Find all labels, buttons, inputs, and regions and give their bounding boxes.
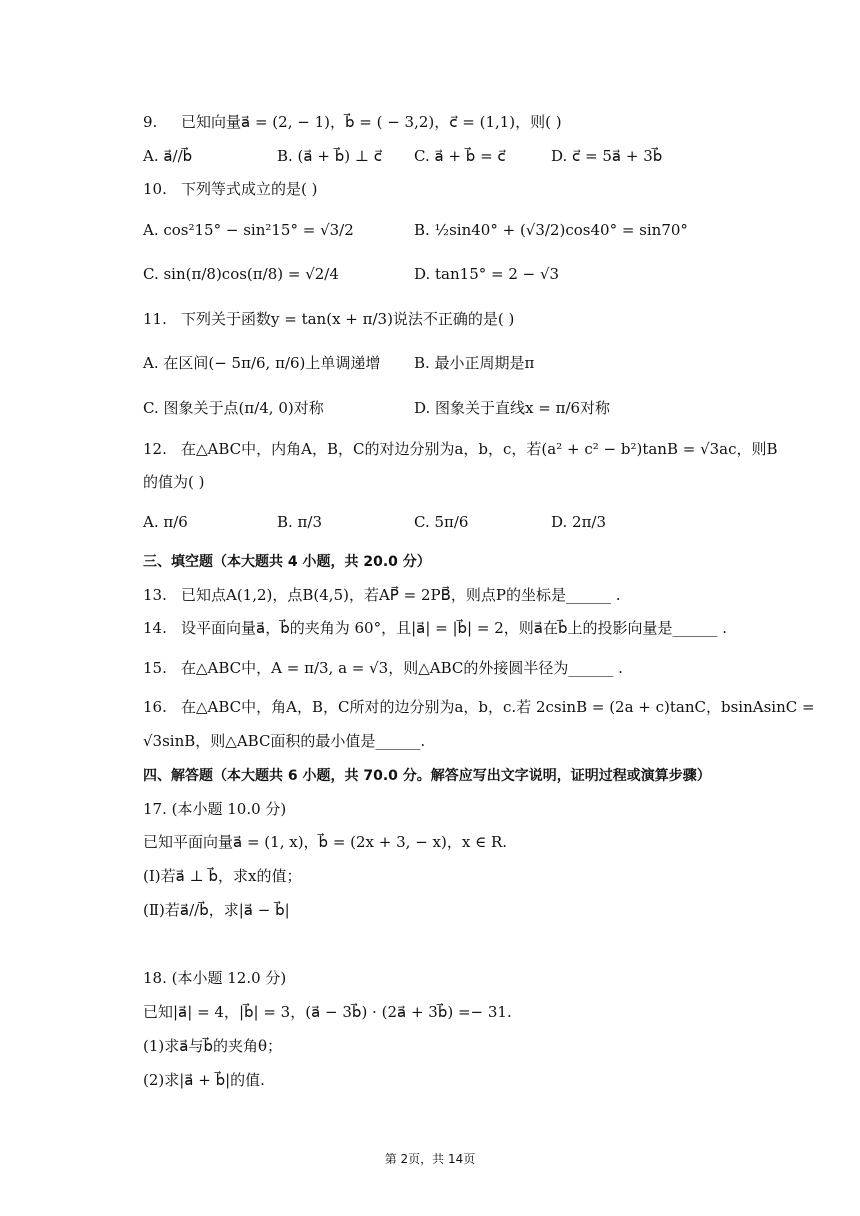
question-number: 14. [143,619,167,637]
option-a: A. cos²15° − sin²15° = √3/2 [143,221,354,239]
option-c: C. 5π/6 [414,513,469,531]
question-number: 9. [143,113,158,131]
question-16-cont: √3sinB，则△ABC面积的最小值是______. [143,732,426,750]
page-footer: 第 2页，共 14页 [384,1152,476,1166]
option-b: B. ½sin40° + (√3/2)cos40° = sin70° [414,221,688,239]
question-text: 下列等式成立的是( ) [181,180,318,198]
question-number: 10. [143,180,167,198]
question-9 [143,112,562,132]
option-d: D. 图象关于直线x = π/6对称 [414,399,611,417]
option-a: A. π/6 [143,513,188,531]
question-13 [143,585,621,605]
question-text: 在△ABC中，A = π/3, a = √3，则△ABC的外接圆半径为______ . [181,659,623,677]
question-text: 在△ABC中，内角A，B，C的对边分别为a，b，c，若(a² + c² − b²)tanB = √3ac，则B [181,440,778,458]
question-16 [143,697,815,717]
option-a: A. 在区间(− 5π/6, π/6)上单调递增 [143,354,381,372]
option-b: B. π/3 [277,513,323,531]
question-18-line2: (1)求a⃗与b⃗的夹角θ； [143,1037,282,1055]
question-number: 13. [143,586,167,604]
question-11 [143,309,514,329]
question-text: 在△ABC中，角A，B，C所对的边分别为a，b，c.若 2csinB = (2a + c)tanC，bsinAsinC = [181,698,815,716]
option-b: B. (a⃗ + b⃗) ⊥ c⃗ [277,147,382,165]
option-b: B. 最小正周期是π [414,354,535,372]
option-d: D. tan15° = 2 − √3 [414,265,560,283]
section-heading-answer: 四、解答题（本大题共 6 小题，共 70.0 分。解答应写出文字说明，证明过程或演算步骤） [143,768,711,784]
question-number: 12. [143,440,167,458]
question-14 [143,618,727,638]
question-18-line1: 已知|a⃗| = 4，|b⃗| = 3，(a⃗ − 3b⃗) · (2a⃗ + 3b⃗) =− 31. [143,1003,512,1021]
question-12 [143,439,778,459]
question-10 [143,179,317,199]
question-17-line3: (Ⅱ)若a⃗//b⃗，求|a⃗ − b⃗| [143,901,290,919]
option-d: D. 2π/3 [551,513,607,531]
question-18-line3: (2)求|a⃗ + b⃗|的值. [143,1071,265,1089]
option-a: A. a⃗//b⃗ [143,147,193,165]
question-text: 已知向量a⃗ = (2, − 1)，b⃗ = ( − 3,2)，c⃗ = (1,1)，则( ) [181,113,562,131]
section-heading-fill: 三、填空题（本大题共 4 小题，共 20.0 分） [143,554,431,570]
option-c: C. sin(π/8)cos(π/8) = √2/4 [143,265,339,283]
question-number: 16. [143,698,167,716]
question-text: 下列关于函数y = tan(x + π/3)说法不正确的是( ) [181,310,515,328]
question-17-line2: (Ⅰ)若a⃗ ⊥ b⃗，求x的值； [143,867,302,885]
question-18-head: 18. (本小题 12.0 分) [143,969,287,987]
option-c: C. a⃗ + b⃗ = c⃗ [414,147,506,165]
question-15 [143,658,623,678]
question-number: 15. [143,659,167,677]
question-17-line1: 已知平面向量a⃗ = (1, x)，b⃗ = (2x + 3, − x)，x ∈ R. [143,833,508,851]
question-number: 11. [143,310,167,328]
option-c: C. 图象关于点(π/4, 0)对称 [143,399,324,417]
question-17-head: 17. (本小题 10.0 分) [143,800,287,818]
question-text: 设平面向量a⃗，b⃗的夹角为 60°，且|a⃗| = |b⃗| = 2，则a⃗在b⃗上的投影向量是______ . [181,619,728,637]
question-12-cont: 的值为( ) [143,473,205,491]
question-text: 已知点A(1,2)，点B(4,5)，若AP⃗ = 2PB⃗，则点P的坐标是______ . [181,586,621,604]
option-d: D. c⃗ = 5a⃗ + 3b⃗ [551,147,663,165]
